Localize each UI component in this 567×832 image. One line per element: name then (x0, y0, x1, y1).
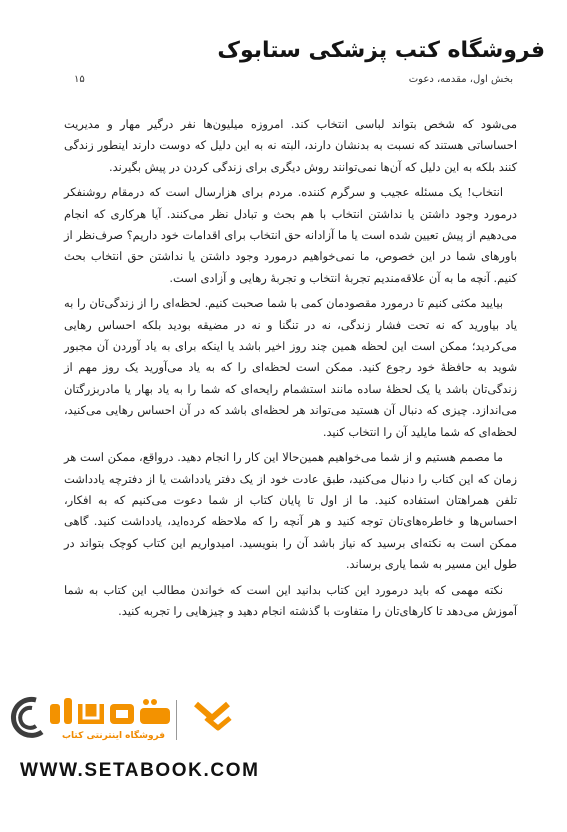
paragraph-2: انتخاب! یک مسئله عجیب و سرگرم کننده. مردم برای هزارسال است که درمقام روشنفکر درمورد وجود داشتن یا نداشتن انتخاب با هم بحث و تبادل نظر می‌کنند. آیا هرکاری که انجام می‌دهیم از پیش تعیین شده است یا ما آزادانه حق انتخاب برای اقدامات خود داریم؟ صرف‌نظر از باورهای شما در این خصوص، ما نمی‌خواهیم درمورد وجود داشتن یا نداشتن حق انتخاب بحث کنیم. آنچه ما به آن علاقه‌مندیم تجربهٔ انتخاب و تجربهٔ رهایی و آزادی است. (64, 185, 517, 285)
store-title: فروشگاه کتب پزشکی ستابوک (217, 38, 545, 63)
website-url: WWW.SETABOOK.COM (20, 760, 260, 781)
body-text (64, 114, 517, 626)
paragraph-1: می‌شود که شخص بتواند لباسی انتخاب کند. امروزه میلیون‌ها نفر درگیر مهار و مدیریت احساساتی هستند که نسبت به بدنشان دارند، البته نه به این دلیل که دوست دارند اینطور زندگی کنند بلکه به این دلیل که آن‌ها نمی‌توانند روش دیگری برای زندگی کردن در پیش بگیرند. (64, 117, 517, 174)
paragraph-5: نکته مهمی که باید درمورد این کتاب بدانید این است که خواندن مطالب این کتاب به شما آموزش می‌دهد تا کارهای‌تان را متفاوت با گذشته انجام دهید و چیزهایی را تجربه کنید. (64, 582, 517, 618)
paragraph-4: ما مصمم هستیم و از شما می‌خواهیم همین‌حالا این کار را انجام دهید. درواقع، ممکن است هر زمان که این کتاب را دنبال می‌کنید، طبق عادت خود از یک دفتر یادداشت یا از دفترچه یادداشت تلفن همراهتان استفاده کنید. ما از اول تا پایان کتاب از شما دعوت می‌کنیم که به افکار، احساس‌ها و خاطره‌های‌تان توجه کنید و هر آنچه را که ملاحظه کرده‌اید، یادداشت کنید. گاهی ممکن است به نکته‌ای برسید که نیاز باشد آن را بنویسید. امیدواریم این کتاب کوچک بتواند در طول این مسیر به شما یاری برساند. (64, 450, 517, 572)
section-title: بخش اول، مقدمه، دعوت (408, 74, 513, 85)
logo-divider (176, 700, 177, 740)
paragraph-3: بیایید مکثی کنیم تا درمورد مقصودمان کمی با شما صحبت کنیم. لحظه‌ای را از زندگی‌تان را به یاد بیاورید که نه تحت فشار زندگی، نه در تنگنا و نه در مضیقه بودید بلکه احساس رهایی می‌کردید؛ ممکن است این لحظه همین چند روز اخیر باشد یا اینکه برای به یاد آوردن آن مجبور شوید به حافظهٔ خود رجوع کنید. ممکن است لحظه‌ای را که به یاد می‌آورید یک روز مهم از زندگی‌تان باشد یا یک لحظهٔ ساده مانند استشمام رایحه‌ای که شما را به یاد بهار یا مادربزرگتان می‌اندازد. چیزی که دنبال آن هستید می‌تواند هر لحظه‌ای باشد که در آن احساس رهایی می‌کنید، لحظه‌ای که شما مایلید آن را انتخاب کنید. (64, 296, 517, 439)
running-head (74, 74, 513, 92)
page-number: ۱۵ (74, 74, 85, 85)
logo-caption: فروشگاه اینترنتی کتاب (62, 731, 166, 741)
